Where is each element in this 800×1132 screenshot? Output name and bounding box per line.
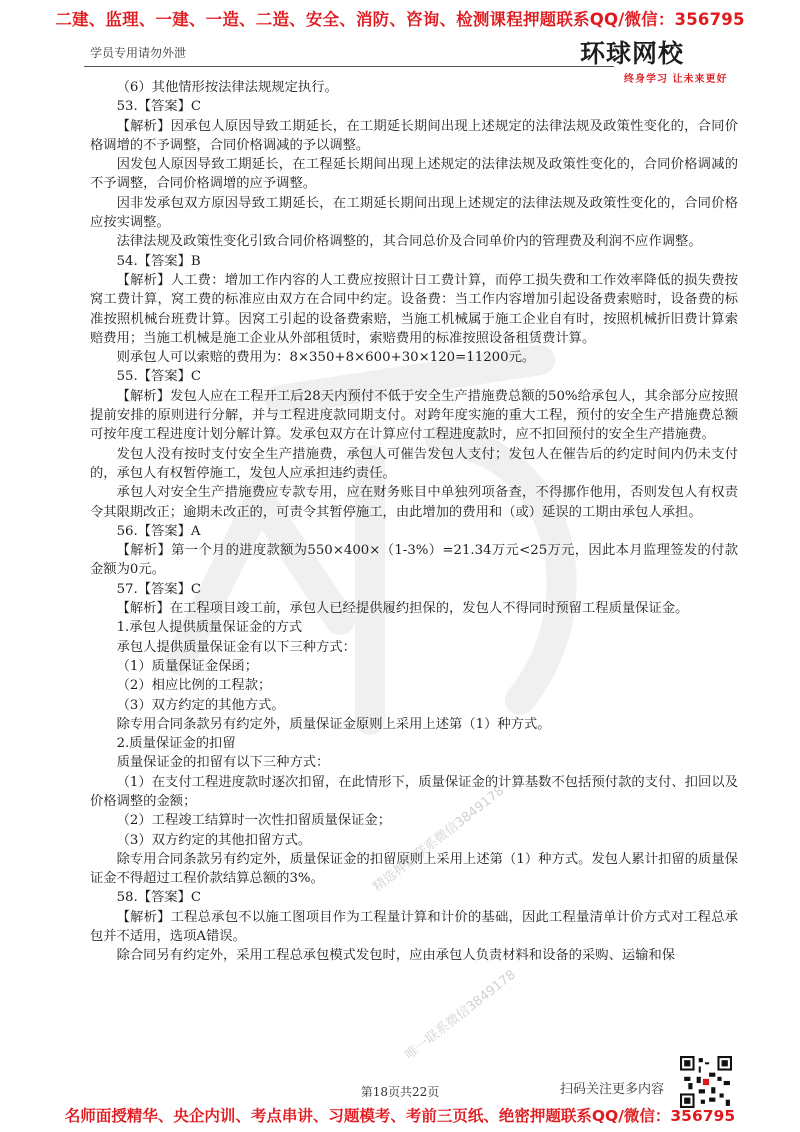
answer-line: 56.【答案】A (116, 523, 201, 539)
logo-wordmark (580, 34, 770, 70)
diagonal-watermark-1: 精选押题联系微信3849178 (370, 783, 508, 895)
document-body (90, 78, 738, 966)
paragraph: 除合同另有约定外，采用工程总承包模式发包时，应由承包人负责材料和设备的采购、运输和保 (116, 948, 676, 964)
paragraph: 1.承包人提供质量保证金的方式 (116, 620, 303, 636)
paragraph: 承包人对安全生产措施费应专款专用，应在财务账目中单独列项备查，不得挪作他用，否则发包人有权责令其限期改正；逾期未改正的，可责令其暂停施工，由此增加的费用和（或）延误的工期由承包人承担。 (90, 485, 738, 520)
paragraph: 因非发承包双方原因导致工期延长，在工期延长期间出现上述规定的法律法规及政策性变化的，合同价格应按实调整。 (90, 195, 738, 231)
answer-line: 54.【答案】B (116, 253, 201, 269)
diagonal-watermark-2: 唯一联系微信3849178 (402, 967, 519, 1063)
bottom-banner: 名师面授精华、央企内训、考点串讲、习题模考、考前三页纸、绝密押题联系QQ/微信：356795 (64, 1107, 736, 1125)
answer-line: 53.【答案】C (116, 99, 202, 115)
answer-line: 58.【答案】C (116, 890, 202, 906)
answer-line: 55.【答案】C (116, 369, 202, 385)
paragraph: 除专用合同条款另有约定外，质量保证金原则上采用上述第（1）种方式。 (116, 716, 551, 732)
paragraph: 则承包人可以索赔的费用为：8×350+8×600+30×120=11200元。 (116, 350, 536, 366)
paragraph: 因发包人原因导致工期延长，在工程延长期间出现上述规定的法律法规及政策性变化的，合同价格调减的不予调整，合同价格调增的应予调整。 (90, 157, 738, 192)
paragraph: 除专用合同条款另有约定外，质量保证金的扣留原则上采用上述第（1）种方式。发包人累计扣留的质量保证金不得超过工程价款结算总额的3%。 (90, 851, 738, 887)
paragraph: 【解析】工程总承包不以施工图项目作为工程量计算和计价的基础，因此工程量清单计价方式对工程总承包并不适用，选项A错误。 (90, 909, 738, 945)
header-rule (84, 66, 614, 67)
paragraph: （2）工程竣工结算时一次性扣留质量保证金； (116, 813, 391, 829)
header-note: 学员专用请勿外泄 (90, 46, 187, 60)
paragraph: 【解析】在工程项目竣工前，承包人已经提供履约担保的，发包人不得同时预留工程质量保证金。 (116, 601, 689, 617)
answer-line: 57.【答案】C (116, 581, 202, 597)
page-number: 第18页共22页 (360, 1085, 440, 1099)
paragraph: 【解析】发包人应在工程开工后28天内预付不低于安全生产措施费总额的50%给承包人，其余部分应按照提前安排的原则进行分解，并与工程进度款同期支付。对跨年度实施的重大工程，预付的安全生产措施费总额可按年度工程进度计划分解计算。发承包双方在计算应付工程进度款时，应不扣回预付的安全生产措施费。 (90, 388, 738, 443)
paragraph: （3）双方约定的其他方式。 (116, 697, 285, 713)
paragraph: 【解析】因承包人原因导致工期延长，在工期延长期间出现上述规定的法律法规及政策性变化的，合同价格调增的不予调整，合同价格调减的予以调整。 (90, 118, 738, 153)
scan-prompt: 扫码关注更多内容 (560, 1082, 665, 1097)
top-banner: 二建、监理、一建、一造、二造、安全、消防、咨询、检测课程押题联系QQ/微信：356795 (55, 10, 745, 29)
paragraph: （1）在支付工程进度款时逐次扣留，在此情形下，质量保证金的计算基数不包括预付款的支付、扣回以及价格调整的金额； (90, 774, 738, 809)
paragraph: （6）其他情形按法律法规规定执行。 (116, 80, 338, 95)
paragraph: 法律法规及政策性变化引致合同价格调整的，其合同总价及合同单价内的管理费及利润不应作调整。 (116, 234, 702, 250)
paragraph: （2）相应比例的工程款； (116, 678, 272, 694)
paragraph: 质量保证金的扣留有以下三种方式： (116, 755, 330, 771)
paragraph: 承包人提供质量保证金有以下三种方式： (116, 639, 356, 655)
logo-text: 环球网校 (580, 39, 685, 68)
paragraph: 发包人没有按时支付安全生产措施费，承包人可催告发包人支付；发包人在催告后的约定时间内仍未支付的，承包人有权暂停施工，发包人应承担违约责任。 (90, 446, 738, 481)
paragraph: 【解析】人工费：增加工作内容的人工费应按照计日工费计算，而停工损失费和工作效率降低的损失费按窝工费计算，窝工费的标准应由双方在合同中约定。设备费：当工作内容增加引起设备费索赔时，设备费的标准按照机械台班费计算。因窝工引起的设备费索赔，当施工机械属于施工企业自有时，按照机械折旧费计算索赔费用；当施工机械是施工企业从外部租赁时，索赔费用的标准按照设备租赁费计算。 (90, 272, 738, 346)
paragraph: （1）质量保证金保函； (116, 658, 259, 674)
qr-code-icon[interactable] (680, 1056, 732, 1108)
logo-slogan: 终身学习 让未来更好 (624, 74, 728, 85)
paragraph: 2.质量保证金的扣留 (116, 736, 236, 752)
paragraph: （3）双方约定的其他扣留方式。 (116, 832, 312, 848)
paragraph: 【解析】第一个月的进度款额为550×400×（1-3%）=21.34万元<25万元，因此本月监理签发的付款金额为0元。 (90, 543, 738, 578)
